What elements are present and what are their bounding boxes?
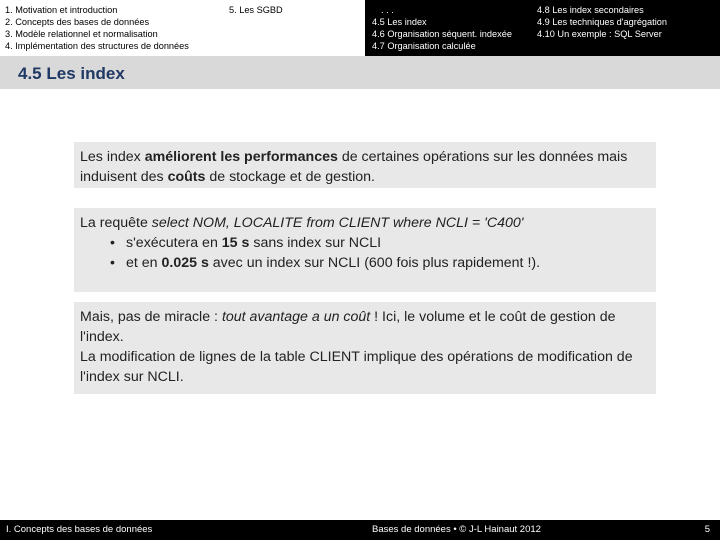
query-sql: select NOM, LOCALITE from CLIENT where NCLI = 'C400' xyxy=(151,215,524,231)
toc-item: 4.7 Organisation calculée xyxy=(372,41,476,51)
list-item xyxy=(80,253,650,273)
cost-paragraph xyxy=(80,307,650,347)
slide-title: 4.5 Les index xyxy=(18,64,125,83)
text-box-intro xyxy=(74,142,656,188)
bullet-text: et en xyxy=(126,255,162,271)
cost-text: Mais, pas de miracle : xyxy=(80,309,222,325)
text-box-query xyxy=(74,208,656,292)
list-item xyxy=(80,233,650,253)
cost-emphasis: tout avantage a un coût xyxy=(221,309,371,325)
outline-item: 3. Modèle relationnel et normalisation xyxy=(5,29,158,39)
outline-item: 1. Motivation et introduction xyxy=(5,5,118,15)
bullet-icon: • xyxy=(110,235,115,251)
intro-text: de certaines opérations sur les données mais induisent des xyxy=(80,149,628,185)
footer-copyright: Bases de données • © J-L Hainaut 2012 xyxy=(372,524,541,535)
footer-bar xyxy=(0,520,720,540)
title-bar xyxy=(0,56,720,89)
cost-paragraph: La modification de lignes de la table CLIENT implique des opérations de modification de l'index sur NCLI. xyxy=(80,349,633,385)
outline-panel xyxy=(0,0,365,56)
footer-chapter: I. Concepts des bases de données xyxy=(6,524,153,535)
toc-item: 4.6 Organisation séquent. indexée xyxy=(372,29,512,39)
section-toc-column-2 xyxy=(537,4,667,40)
intro-emphasis: coûts xyxy=(167,169,206,185)
query-line xyxy=(80,213,650,233)
header-bar xyxy=(0,0,720,56)
section-toc-column-1 xyxy=(372,4,512,52)
query-text: La requête xyxy=(80,215,152,231)
toc-item: 4.8 Les index secondaires xyxy=(537,5,644,15)
toc-item: 4.10 Un exemple : SQL Server xyxy=(537,29,662,39)
toc-ellipsis: . . . xyxy=(381,5,394,15)
intro-text: de stockage et de gestion. xyxy=(205,169,375,185)
bullet-emphasis: 0.025 s xyxy=(161,255,209,271)
intro-emphasis: améliorent les performances xyxy=(144,149,338,165)
outline-item: 2. Concepts des bases de données xyxy=(5,17,150,27)
chapter-outline xyxy=(5,4,189,52)
bullet-icon: • xyxy=(110,255,115,271)
section-toc-panel xyxy=(365,0,720,56)
toc-item: 4.9 Les techniques d'agrégation xyxy=(537,17,667,27)
bullet-emphasis: 15 s xyxy=(221,235,250,251)
bullet-text: s'exécutera en xyxy=(126,235,222,251)
intro-text: Les index xyxy=(80,149,145,165)
cost-text: ! Ici, le volume et le coût de gestion de l'index. xyxy=(80,309,616,345)
toc-item: 4.5 Les index xyxy=(372,17,427,27)
outline-item-sgbd: 5. Les SGBD xyxy=(229,5,283,15)
page-number: 5 xyxy=(704,524,710,535)
outline-item: 4. Implémentation des structures de données xyxy=(5,41,189,51)
bullet-text: avec un index sur NCLI (600 fois plus rapidement !). xyxy=(208,255,541,271)
bullet-text: sans index sur NCLI xyxy=(249,235,382,251)
text-box-cost xyxy=(74,302,656,394)
